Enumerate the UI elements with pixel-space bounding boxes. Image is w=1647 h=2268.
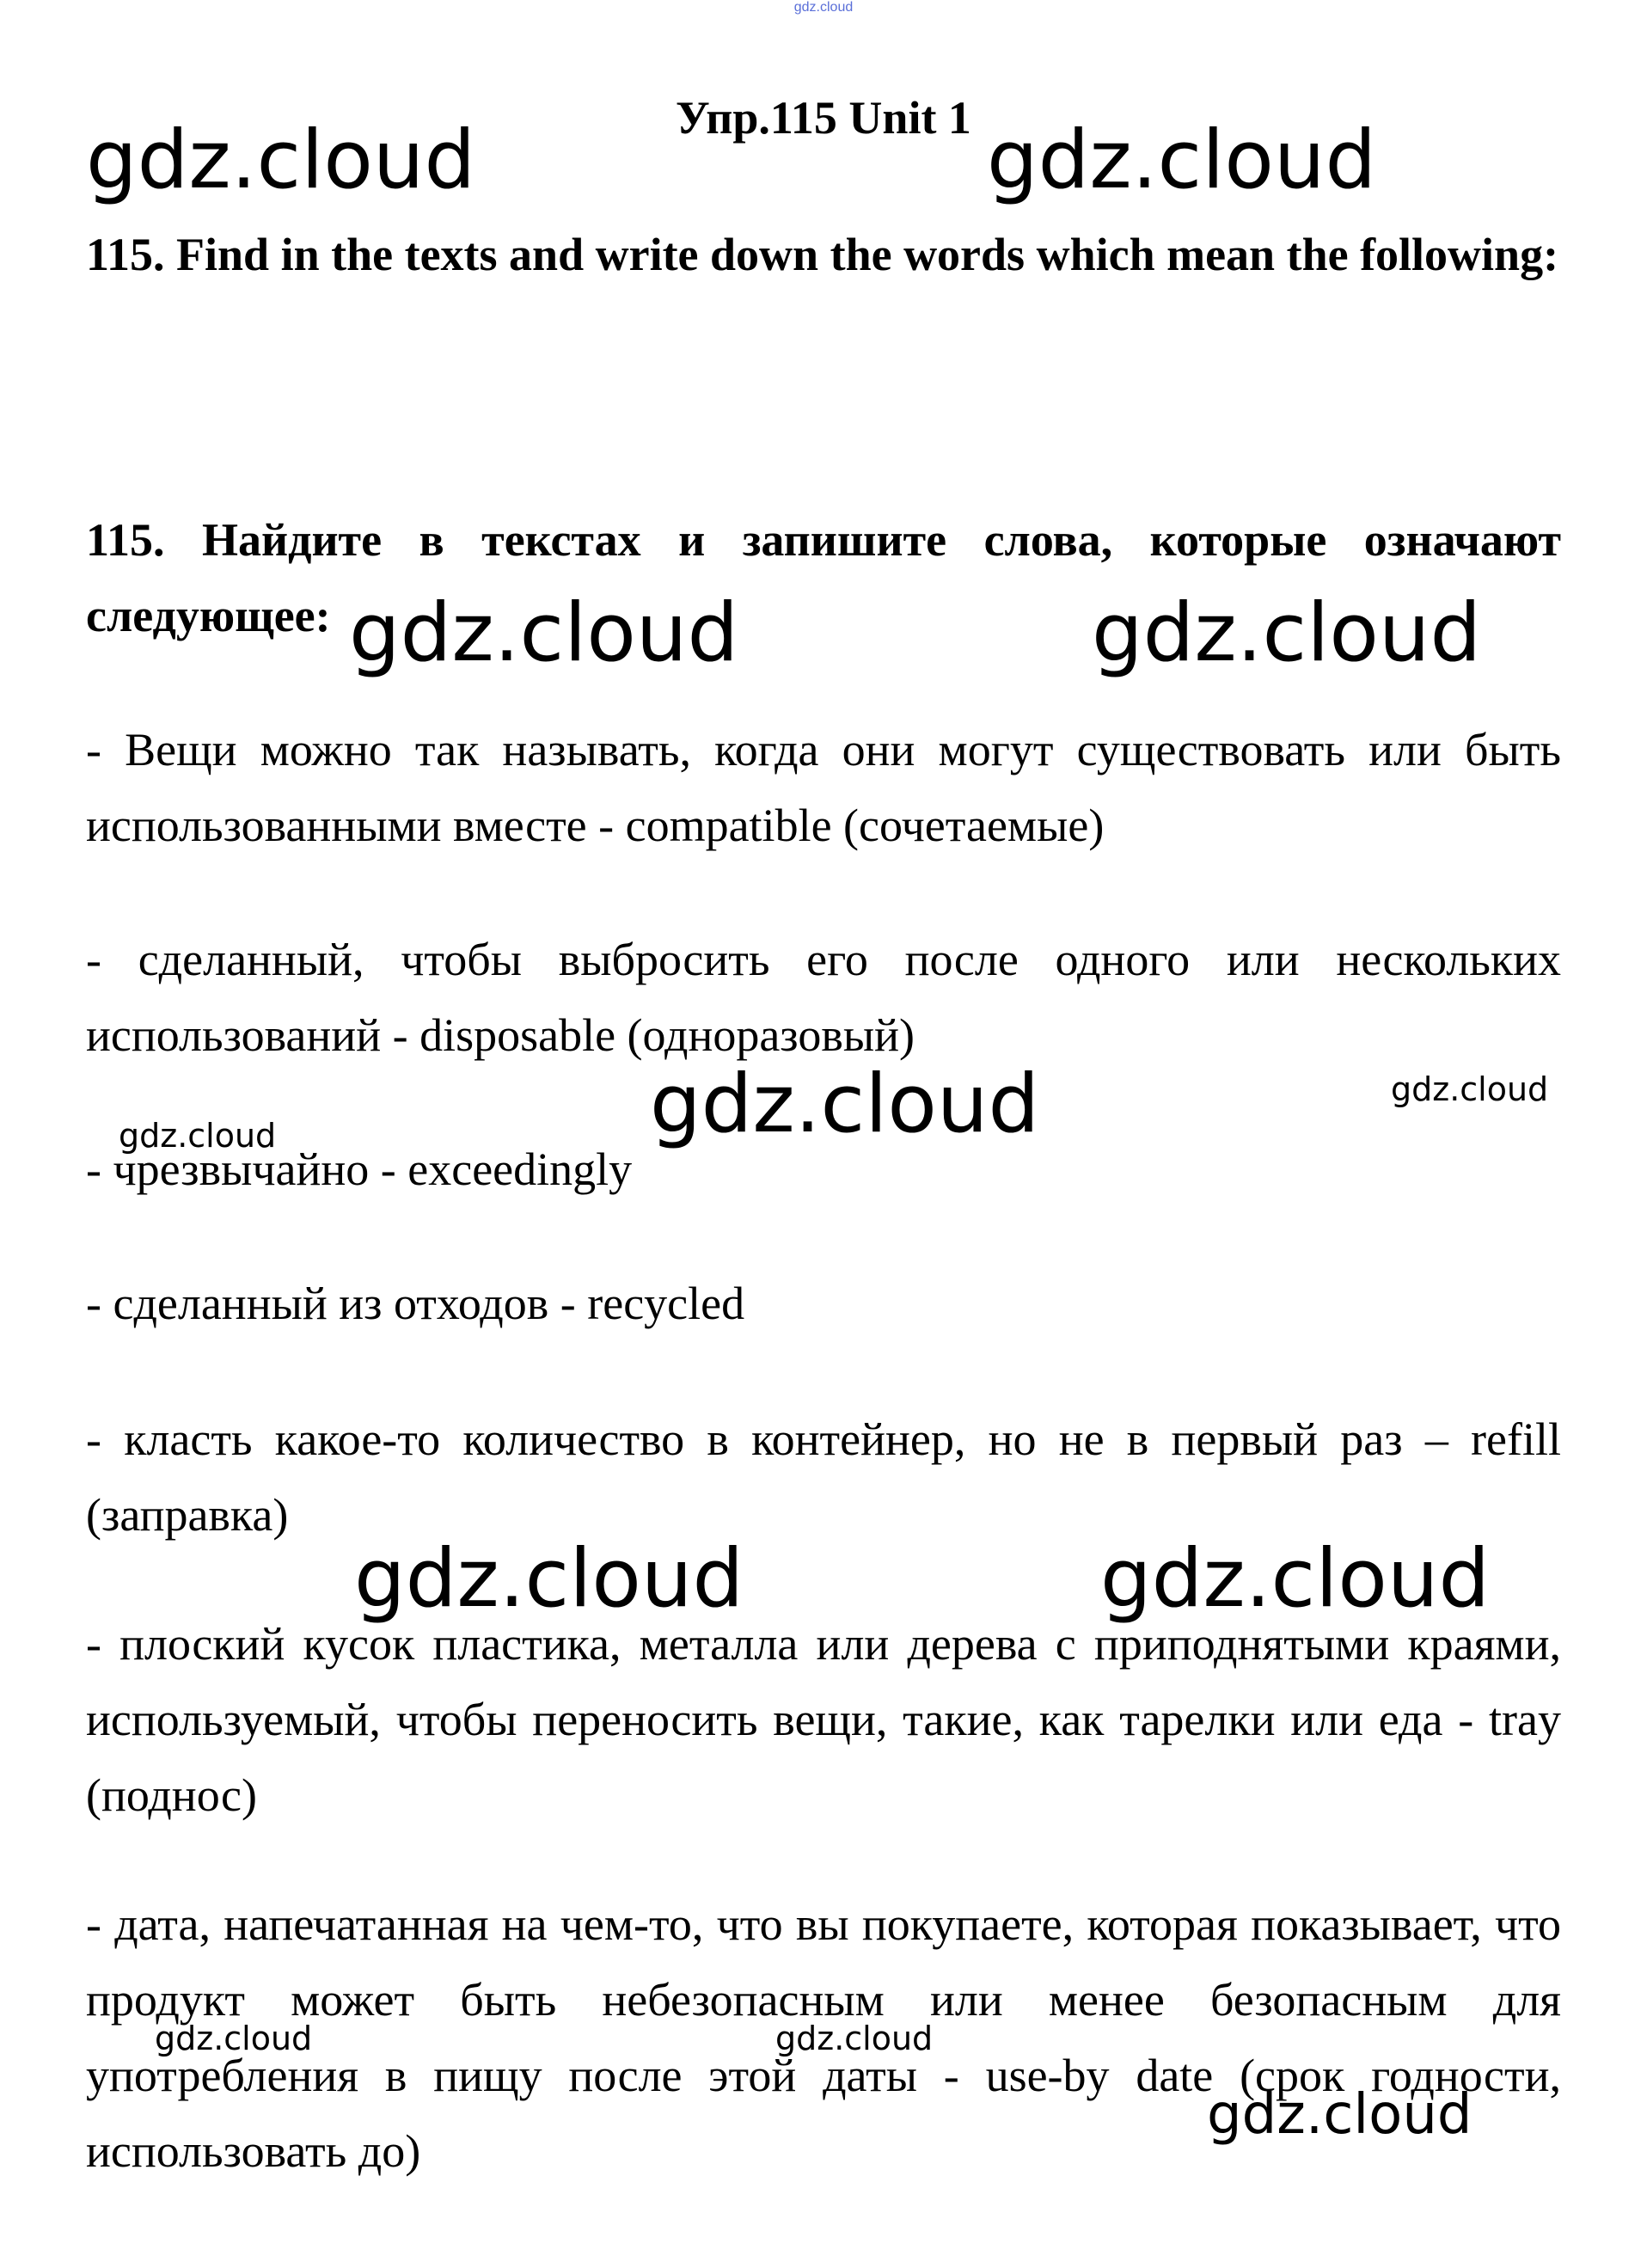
answer-item-3: - чрезвычайно - exceedingly	[86, 1143, 633, 1195]
watermark: gdz.cloud	[86, 113, 476, 207]
answer-item-5: - класть какое-то количество в контейнер, но не в первый раз – refill (заправка)	[86, 1413, 1561, 1541]
watermark: gdz.cloud	[1391, 1070, 1549, 1108]
answer-item-4: - сделанный из отходов - recycled	[86, 1278, 745, 1329]
watermark: gdz.cloud	[354, 1532, 744, 1626]
watermark: gdz.cloud	[1092, 586, 1482, 680]
answer-item-2: - сделанный, чтобы выбросить его после одного или нескольких использований - disposable (одноразовый)	[86, 934, 1561, 1061]
answer-item-1: - Вещи можно так называть, когда они могут существовать или быть использованными вместе - compatible (сочетаемые)	[86, 724, 1561, 851]
page-title: Упр.115 Unit 1	[676, 92, 971, 144]
watermark: gdz.cloud	[987, 113, 1377, 207]
watermark: gdz.cloud	[1100, 1532, 1491, 1626]
task-heading-russian: 115. Найдите в текстах и запишите слова, которые означают следующее:	[86, 514, 1561, 641]
watermark: gdz.cloud	[775, 2020, 934, 2057]
watermark: gdz.cloud	[155, 2020, 313, 2057]
top-watermark: gdz.cloud	[793, 0, 854, 15]
task-heading-english: 115. Find in the texts and write down the words which mean the following:	[86, 229, 1559, 280]
answer-item-6: - плоский кусок пластика, металла или дерева с приподнятыми краями, используемый, чтобы переносить вещи, такие, как тарелки или еда - tray (поднос)	[86, 1618, 1561, 1821]
watermark: gdz.cloud	[650, 1057, 1040, 1151]
answer-item-7: - дата, напечатанная на чем-то, что вы покупаете, которая показывает, что продукт может быть небезопасным или менее безопасным для употребления в пищу после этой даты - use-by date (срок годности, использовать до)	[86, 1898, 1561, 2177]
watermark: gdz.cloud	[349, 586, 739, 680]
watermark: gdz.cloud	[1207, 2083, 1473, 2147]
watermark: gdz.cloud	[119, 1117, 277, 1155]
